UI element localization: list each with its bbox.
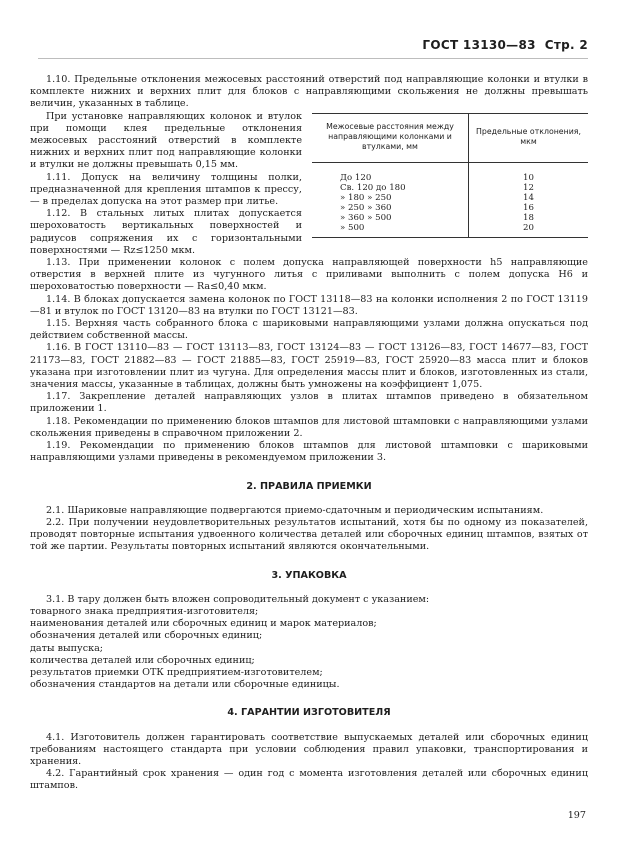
paragraph-1-18: 1.18. Рекомендации по применению блоков штампов для листовой штамповки с направляющими узлами скольжения приведены в справочном приложении 2.	[30, 415, 588, 439]
table-cell-value: 20	[523, 222, 534, 233]
paragraph-1-11: 1.11. Допуск на величину толщины полки, предназначенной для крепления штампов к прессу, — в пределах допуска на этот размер при литье.	[30, 171, 302, 208]
table-cell-range: » 250 » 360	[312, 203, 469, 213]
standard-title: ГОСТ 13130—83	[422, 38, 536, 52]
tolerance-table	[312, 113, 588, 238]
paragraph-3-1: 3.1. В тару должен быть вложен сопроводительный документ с указанием:	[46, 593, 430, 605]
table-row	[312, 213, 588, 223]
list-item: результатов приемки ОТК предприятием-изготовителем;	[30, 666, 323, 678]
list-item: даты выпуска;	[30, 642, 104, 654]
paragraph-1-16: 1.16. В ГОСТ 13110—83 — ГОСТ 13113—83, ГОСТ 13124—83 — ГОСТ 13126—83, ГОСТ 14677—83, ГОСТ 21173—83, ГОСТ 21882—83 — ГОСТ 21885—83, ГОСТ 25919—83, ГОСТ 25920—83 масса плит и блоков указана при изготовлении плит из чугуна. Для определения массы плит и блоков, изготовленных из стали, значения массы, указанные в таблицах, должны быть умножены на коэффициент 1,075.	[30, 342, 588, 391]
table-row	[312, 203, 588, 213]
list-item: обозначения стандартов на детали или сборочные единицы.	[30, 679, 340, 691]
list-item: обозначения деталей или сборочных единиц;	[30, 630, 263, 642]
table-cell-value: 18	[523, 212, 534, 223]
table-cell-value: 10	[523, 172, 534, 183]
paragraph-1-12: 1.12. В стальных литых плитах допускается шероховатость вертикальных поверхностей и радиусов сопряжения их с горизонтальными поверхностями — Rz≤1250 мкм.	[30, 208, 302, 256]
table-header-distance: Межосевые расстояния между направляющими колонками и втулками, мм	[312, 114, 469, 163]
list-item: количества деталей или сборочных единиц;	[30, 654, 255, 666]
table-row	[312, 223, 588, 237]
page-number: 197	[567, 810, 586, 821]
table-cell-value: 16	[523, 202, 534, 213]
table-cell-value: 14	[523, 192, 534, 203]
table-cell-range: » 500	[312, 223, 469, 237]
table-header-tolerance: Предельные отклонения, мкм	[469, 114, 589, 163]
table-row	[312, 162, 588, 183]
header-rule	[38, 58, 588, 59]
table-cell-range: Св. 120 до 180	[312, 183, 469, 193]
paragraph-1-10: 1.10. Предельные отклонения межосевых расстояний отверстий под направляющие колонки и втулки в комплекте нижних и верхних плит для блоков с направляющими скольжения не должны превышать величин, указанных в таблице.	[30, 74, 588, 110]
document-body	[30, 74, 588, 793]
list-item: наименования деталей или сборочных единиц и марок материалов;	[30, 618, 377, 630]
table-cell-range: До 120	[312, 162, 469, 183]
paragraph-install: При установке направляющих колонок и втулок при помощи клея предельные отклонения межосевых расстояний отверстий в комплекте нижних и верхних плит под направляющие колонки и втулки не должны превышать 0,15 мм.	[30, 110, 302, 171]
table-cell-range: » 180 » 250	[312, 193, 469, 203]
table-row	[312, 193, 588, 203]
paragraph-2-1: 2.1. Шариковые направляющие подвергаются приемо-сдаточным и периодическим испытаниям.	[46, 504, 544, 516]
paragraph-1-17: 1.17. Закрепление деталей направляющих узлов в плитах штампов приведено в обязательном приложении 1.	[30, 391, 588, 415]
paragraph-1-15: 1.15. Верхняя часть собранного блока с шариковыми направляющими узлами должна опускаться под действием собственной массы.	[30, 318, 588, 342]
section-2-heading: 2. ПРАВИЛА ПРИЕМКИ	[246, 480, 372, 492]
page-header	[422, 38, 588, 52]
table-cell-range: » 360 » 500	[312, 213, 469, 223]
list-item: товарного знака предприятия-изготовителя;	[30, 605, 259, 617]
paragraph-1-14: 1.14. В блоках допускается замена колонок по ГОСТ 13118—83 на колонки исполнения 2 по ГОСТ 13119—81 и втулок по ГОСТ 13120—83 на втулки по ГОСТ 13121—83.	[30, 293, 588, 317]
table-cell-value: 12	[523, 182, 534, 193]
section-4-heading: 4. ГАРАНТИИ ИЗГОТОВИТЕЛЯ	[227, 707, 391, 719]
page-label: Стр. 2	[544, 38, 588, 52]
paragraph-4-2: 4.2. Гарантийный срок хранения — один год с момента изготовления деталей или сборочных единиц штампов.	[30, 768, 588, 792]
section-3-heading: 3. УПАКОВКА	[271, 569, 347, 581]
paragraph-2-2: 2.2. При получении неудовлетворительных результатов испытаний, хотя бы по одному из показателей, проводят повторные испытания удвоенного количества деталей или сборочных единиц штампов, взятых от той же партии. Результаты повторных испытаний являются окончательными.	[30, 516, 588, 553]
table-row	[312, 183, 588, 193]
paragraph-1-13: 1.13. При применении колонок с полем допуска направляющей поверхности h5 направляющие отверстия в верхней плите из чугунного литья с приливами выполнить с полем допуска H6 и шероховатостью поверхности — Ra≤0,40 мкм.	[30, 257, 588, 293]
paragraph-1-19: 1.19. Рекомендации по применению блоков штампов для листовой штамповки с шариковыми направляющими узлами приведены в рекомендуемом приложении 3.	[30, 440, 588, 464]
paragraph-4-1: 4.1. Изготовитель должен гарантировать соответствие выпускаемых деталей или сборочных единиц требованиям настоящего стандарта при условии соблюдения правил упаковки, транспортирования и хранения.	[30, 731, 588, 767]
